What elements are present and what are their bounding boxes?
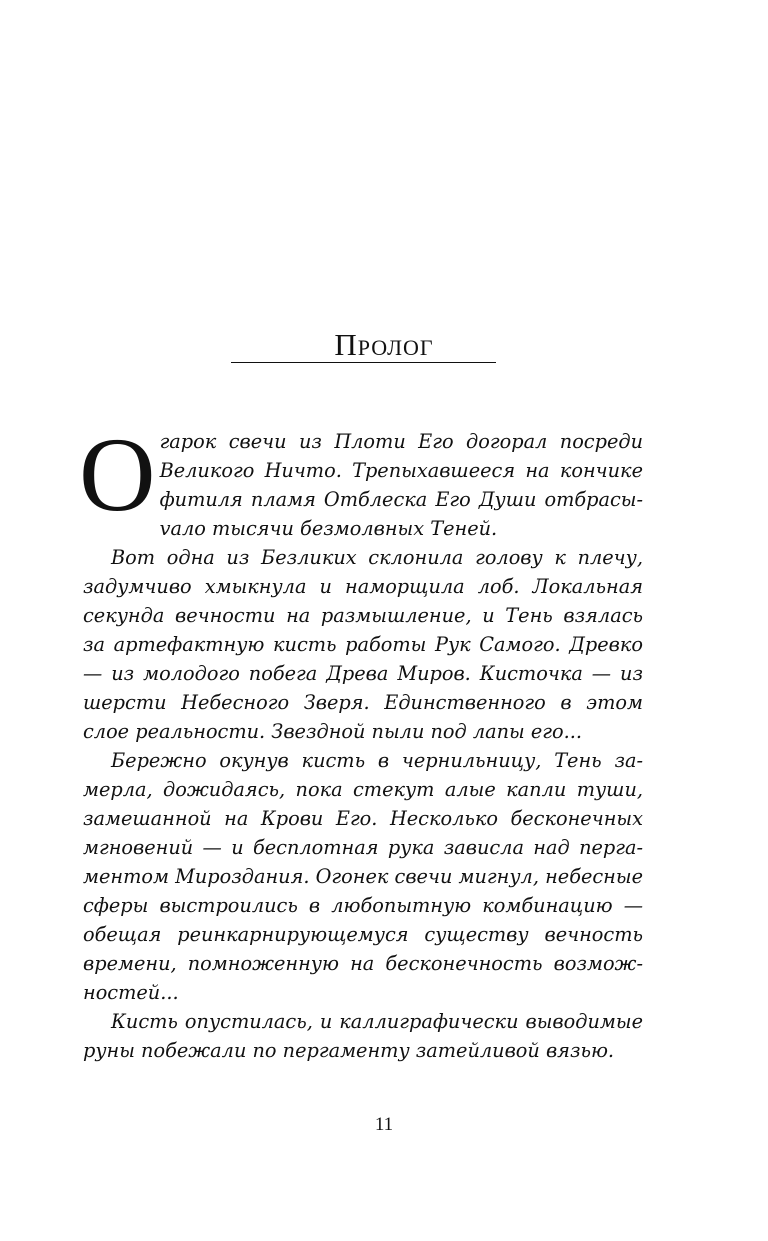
paragraph-1 xyxy=(79,416,643,543)
chapter-title: Пролог xyxy=(334,327,434,362)
paragraph-1-text: гарок свечи из Плоти Его догорал посреди Великого Ничто. Трепыхавшееся на кончике фитиля пламя Отблеска Его Души отбрасыvало тысячи безмолвных Теней. xyxy=(159,430,643,540)
title-underline xyxy=(231,362,496,363)
paragraph-3: Бережно окунув кисть в чернильницу, Тень замерла, дожидаясь, пока стекут алые капли туши, замешанной на Крови Его. Несколько бесконечных мгновений — и бесплотная рука зависла над пергаментом Мироздания. Огонек свечи мигнул, небесные сферы выстроились в любопытную комбинацию — обещая реинкарнирующемуся существу вечность времени, помноженную на бесконечность возможностей... xyxy=(83,749,643,1004)
drop-cap: О xyxy=(79,416,156,533)
page-number: 11 xyxy=(374,1114,394,1135)
paragraph-2: Вот одна из Безликих склонила голову к плечу, задумчиво хмыкнула и наморщила лоб. Локальная секунда вечности на размышление, и Тень взялась за артефактную кисть работы Рук Самого. Древко — из молодого побега Древа Миров. Кисточка — из шерсти Небесного Зверя. Единственного в этом слое реальности. Звездной пыли под лапы его... xyxy=(83,546,643,743)
paragraph-4: Кисть опустилась, и каллиграфически выводимые руны побежали по пергаменту затейливой вязью. xyxy=(83,1010,643,1062)
body-text xyxy=(79,416,643,1065)
